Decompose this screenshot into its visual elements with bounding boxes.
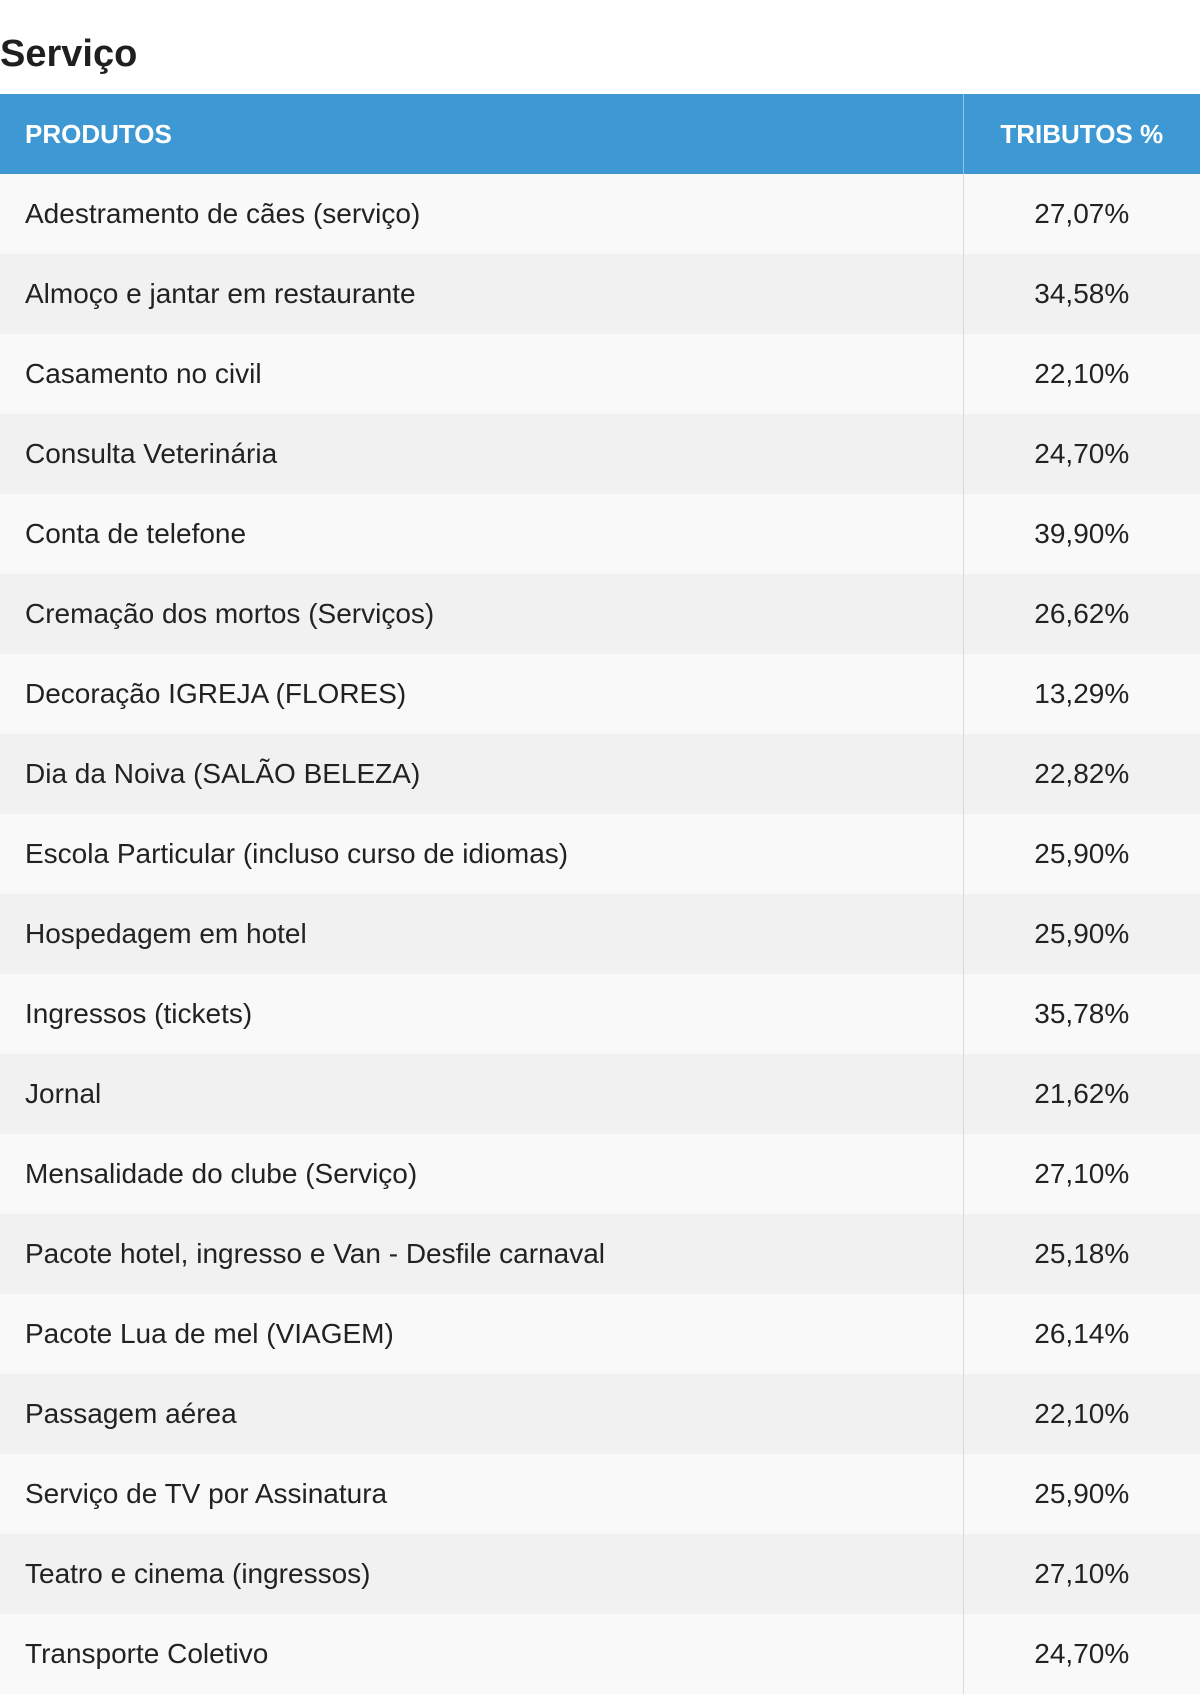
cell-tributo: 22,10% [963, 334, 1200, 414]
cell-tributo: 24,70% [963, 1614, 1200, 1694]
table-row [0, 1054, 1200, 1134]
cell-tributo: 25,90% [963, 814, 1200, 894]
table-row [0, 254, 1200, 334]
cell-produto: Pacote hotel, ingresso e Van - Desfile carnaval [0, 1214, 963, 1294]
tax-table [0, 94, 1200, 1694]
cell-produto: Teatro e cinema (ingressos) [0, 1534, 963, 1614]
cell-produto: Hospedagem em hotel [0, 894, 963, 974]
table-row [0, 1214, 1200, 1294]
cell-produto: Escola Particular (incluso curso de idiomas) [0, 814, 963, 894]
cell-produto: Conta de telefone [0, 494, 963, 574]
table-row [0, 414, 1200, 494]
table-row [0, 494, 1200, 574]
cell-tributo: 22,10% [963, 1374, 1200, 1454]
cell-tributo: 26,14% [963, 1294, 1200, 1374]
cell-produto: Jornal [0, 1054, 963, 1134]
cell-produto: Serviço de TV por Assinatura [0, 1454, 963, 1534]
cell-tributo: 27,07% [963, 174, 1200, 254]
cell-produto: Consulta Veterinária [0, 414, 963, 494]
cell-tributo: 39,90% [963, 494, 1200, 574]
cell-tributo: 21,62% [963, 1054, 1200, 1134]
table-row [0, 1454, 1200, 1534]
cell-produto: Passagem aérea [0, 1374, 963, 1454]
cell-produto: Transporte Coletivo [0, 1614, 963, 1694]
table-row [0, 334, 1200, 414]
section-title: Serviço [0, 33, 138, 75]
cell-produto: Pacote Lua de mel (VIAGEM) [0, 1294, 963, 1374]
table-row [0, 894, 1200, 974]
cell-produto: Mensalidade do clube (Serviço) [0, 1134, 963, 1214]
cell-produto: Ingressos (tickets) [0, 974, 963, 1054]
cell-tributo: 22,82% [963, 734, 1200, 814]
cell-produto: Casamento no civil [0, 334, 963, 414]
cell-tributo: 27,10% [963, 1134, 1200, 1214]
cell-produto: Dia da Noiva (SALÃO BELEZA) [0, 734, 963, 814]
cell-produto: Adestramento de cães (serviço) [0, 174, 963, 254]
cell-tributo: 25,90% [963, 1454, 1200, 1534]
table-row [0, 654, 1200, 734]
cell-tributo: 27,10% [963, 1534, 1200, 1614]
cell-tributo: 25,90% [963, 894, 1200, 974]
table-row [0, 814, 1200, 894]
table-body [0, 174, 1200, 1694]
cell-tributo: 34,58% [963, 254, 1200, 334]
cell-tributo: 25,18% [963, 1214, 1200, 1294]
table-row [0, 574, 1200, 654]
table-header [0, 94, 1200, 174]
table-row [0, 1534, 1200, 1614]
cell-tributo: 35,78% [963, 974, 1200, 1054]
table-row [0, 1294, 1200, 1374]
table-row [0, 974, 1200, 1054]
cell-tributo: 24,70% [963, 414, 1200, 494]
table-row [0, 734, 1200, 814]
table-row [0, 1134, 1200, 1214]
header-row [0, 94, 1200, 174]
cell-produto: Decoração IGREJA (FLORES) [0, 654, 963, 734]
column-header-tributos: TRIBUTOS % [963, 94, 1200, 174]
cell-tributo: 26,62% [963, 574, 1200, 654]
table-row [0, 174, 1200, 254]
cell-produto: Cremação dos mortos (Serviços) [0, 574, 963, 654]
table-row [0, 1614, 1200, 1694]
cell-produto: Almoço e jantar em restaurante [0, 254, 963, 334]
column-header-produtos: PRODUTOS [0, 94, 963, 174]
table-row [0, 1374, 1200, 1454]
cell-tributo: 13,29% [963, 654, 1200, 734]
